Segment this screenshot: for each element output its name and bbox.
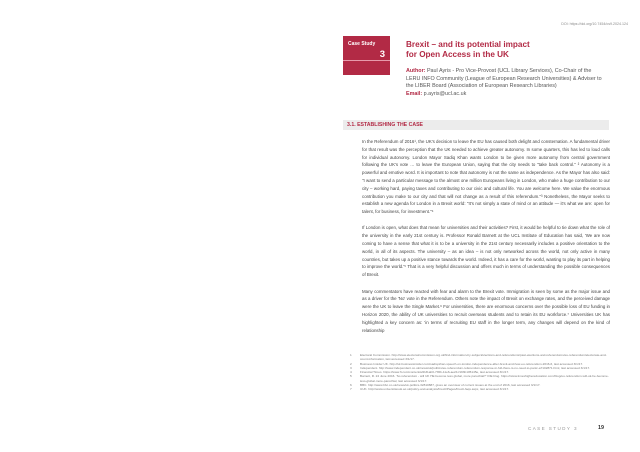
- footnote-number: 7: [350, 387, 352, 392]
- body-text: [362, 138, 610, 343]
- paragraph: If London is open, what does that mean for universities and their activities? First, it would be helpful to tie down what the role of the university in the early 21st century is. Professor Ronald Barnett at the UCL Institute of Education has said, 'We are now coming to have a sense that what it is to be a university in the 21st century necessarily includes a positive orientation to the world, in all of its aspects. The university – as an idea – is not only networked across the world, not only active in many countries, but takes up a positive stance towards the world. Indeed, it has a care for the world, wanting to play its part in helping to improve the world.'⁵ That is a very helpful discussion and offers much in terms of understanding the possible consequences of Brexit.: [362, 225, 610, 278]
- doi-reference: DOI: https://doi.org/10.7454/cs9.2024.124: [561, 22, 628, 26]
- footnote-number: 2: [350, 361, 352, 366]
- section-header: [343, 120, 609, 130]
- footnote-text: UUK. http://www.universitiesuk.ac.uk/policy-and-analysis/brexit/Pages/brexit-faqs.aspx, last accessed 3/1/17.: [360, 387, 510, 392]
- footnote-text: Barnett, R. 24 June 2016. 'So referendum - will UK HE become less global, more parochial?' IOE blog. https://www.timeshighereducation.com/blog/eu-referendum-will-uk-he-become-less-global-more-parochial, last accessed 3/1/17.: [360, 374, 609, 383]
- author-label: Author:: [406, 68, 426, 74]
- footnote: [350, 353, 610, 362]
- case-study-label: Case Study: [348, 41, 376, 47]
- footnote: [350, 387, 610, 391]
- email-label: Email:: [406, 90, 423, 97]
- footnote-text: Independent. http://www.independent.co.uk/news/uk/politics/eu-referendum-referendum-response-in-full-there-is-no-need-to-panic-a7102871.html, last accessed 3/1/17.: [360, 365, 591, 370]
- paragraph: Many commentators have reacted with fear and alarm to the Brexit vote. Immigration is seen by some as the major issue and as a driver for the 'No' vote in the Referendum. Others note the impact of Brexit on exchange rates, and the perceived damage were the UK to leave the Single Market.⁶ For universities, there are enormous concerns over the possible loss of EU funding in Horizon 2020, the ability of UK universities to recruit overseas students and to retain its EU workforce.⁷ Universities UK has highlighted a key concern as: 'in terms of recruiting EU staff in the longer term, any changes will depend on the kind of relationship: [362, 288, 610, 333]
- footnotes: [350, 353, 610, 392]
- page-number: 19: [598, 425, 604, 431]
- case-study-badge: [343, 36, 390, 75]
- footnote-number: 3: [350, 365, 352, 370]
- footnote-text: Financial Times. https://www.ft.com/content/a3b31ab0-7b5b-11e6-ae24-f193b105145e, last accessed 3/1/17.: [360, 370, 510, 375]
- footnote-text: BBC. http://www.bbc.co.uk/news/uk-politics-32810887, gives an overview of current issues at the end of 2016, last accessed 3/1/17.: [360, 383, 541, 388]
- author-email[interactable]: p.ayris@ucl.ac.uk: [422, 90, 467, 97]
- section-title: 3.1. ESTABLISHING THE CASE: [347, 122, 423, 128]
- badge-divider: [343, 60, 390, 61]
- footnote-number: 6: [350, 383, 352, 388]
- footnote: [350, 374, 610, 383]
- footnote-number: 1: [350, 353, 352, 357]
- footnote-number: 5: [350, 374, 352, 379]
- paragraph: In the Referendum of 2016¹, the UK's decision to leave the EU has caused both delight and consternation. A fundamental driver for that result was the perception that the UK needed to achieve greater autonomy. In some quarters, this has led to loud calls for individual autonomy. London Mayor Sadiq Khan wants London to be given more autonomy from central government following the UK's vote … to leave the European Union, saying that the city needs to "take back control." ² Autonomy is a powerful and emotive word. It is important to note that autonomy is not the same as independence. As the Mayor has also said: "I want to send a particular message to the almost one million Europeans living in London, who make a huge contribution to our city – working hard, paying taxes and contributing to our civic and cultural life. You are welcome here. We value the enormous contribution you make to our city and that will not change as a result of this referendum."³ Nonetheless, the Mayor seeks to establish a new agenda for London in a Brexit world: "It's not simply a state of mind or an attitude — it's what we are: open for talent, for business, for investment."⁴: [362, 139, 610, 215]
- footnote-text: Electoral Commission. http://www.electoralcommission.org.uk/find-information-by-subject/elections-and-referendums/past-elections-and-referendums/eu-referendum/electorate-and-count-information, last accessed 3/1/17.: [360, 353, 607, 362]
- author-details: Paul Ayris - Pro Vice-Provost (UCL Library Services), Co-Chair of the LERU INFO Community (League of European Research Universities) & Adviser to the LIBER Board (Association of European Research Libraries): [406, 68, 602, 90]
- case-study-number: 3: [379, 49, 385, 60]
- author-block: [406, 68, 606, 98]
- footnote-text: Business Insider UK. http://uk.businessinsider.com/sadiq-khan-speech-on-london-independence-after-brexit-and-how-eu-referendum-2016-6, last accessed 3/1/17.: [360, 361, 584, 366]
- footnote-number: 4: [350, 370, 352, 375]
- article-title: Brexit – and its potential impact for Open Access in the UK: [406, 40, 530, 59]
- footer-label: CASE STUDY 3: [528, 426, 578, 431]
